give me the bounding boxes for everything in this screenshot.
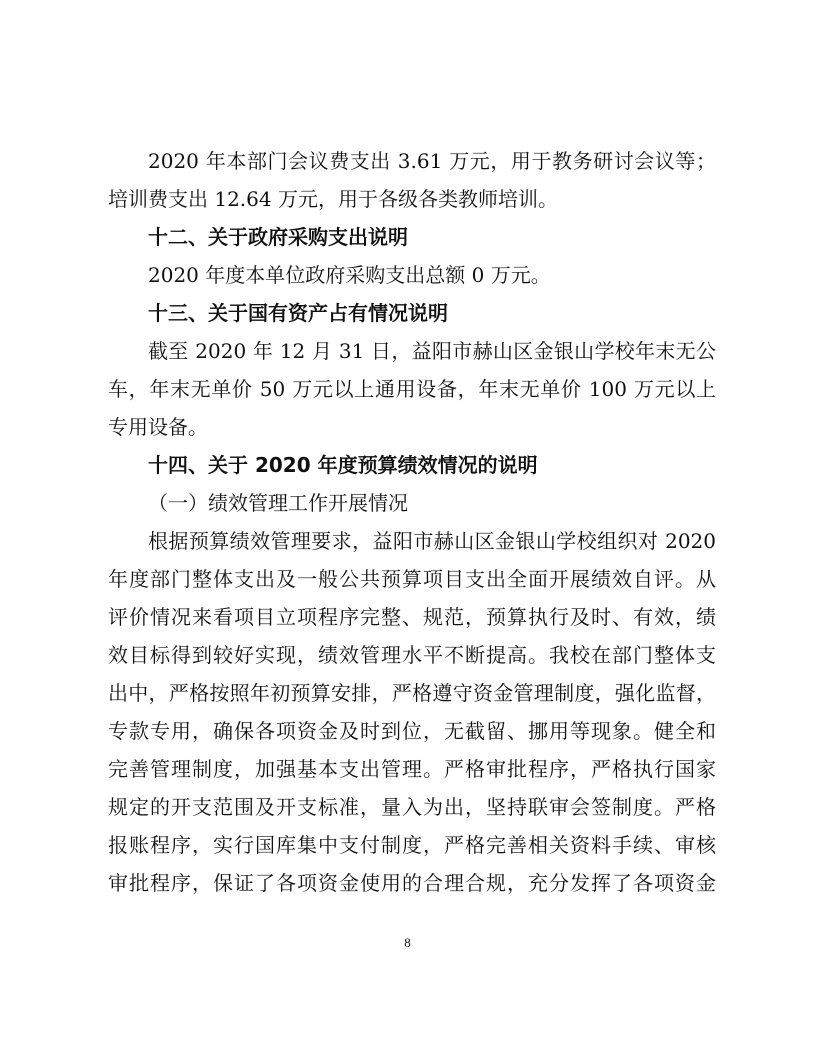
paragraph-line: 评价情况来看项目立项程序完整、规范，预算执行及时、有效，绩 [108, 605, 716, 629]
paragraph-line: 2020 年度本单位政府采购支出总额 0 万元。 [148, 263, 551, 287]
paragraph-line: 2020 年本部门会议费支出 3.61 万元，用于教务研讨会议等； [148, 149, 716, 173]
paragraph-line: 报账程序，实行国库集中支付制度，严格完善相关资料手续、审核 [108, 833, 716, 857]
paragraph-line: 培训费支出 12.64 万元，用于各级各类教师培训。 [108, 187, 558, 211]
page-number: 8 [404, 935, 411, 950]
subsection-heading: （一）绩效管理工作开展情况 [148, 491, 408, 515]
paragraph-line: 专款专用，确保各项资金及时到位，无截留、挪用等现象。健全和 [108, 719, 716, 743]
paragraph-line: 效目标得到较好实现，绩效管理水平不断提高。我校在部门整体支 [108, 643, 716, 667]
paragraph-line: 规定的开支范围及开支标准，量入为出，坚持联审会签制度。严格 [108, 795, 716, 819]
paragraph-line: 年度部门整体支出及一般公共预算项目支出全面开展绩效自评。从 [108, 567, 716, 591]
paragraph-line: 完善管理制度，加强基本支出管理。严格审批程序，严格执行国家 [108, 757, 716, 781]
document-body [108, 142, 716, 902]
paragraph-line: 出中，严格按照年初预算安排，严格遵守资金管理制度，强化监督， [108, 681, 716, 705]
section-heading-assets: 十三、关于国有资产占有情况说明 [148, 301, 448, 325]
paragraph-line: 车，年末无单价 50 万元以上通用设备，年末无单价 100 万元以上 [108, 377, 716, 401]
paragraph-line: 专用设备。 [108, 415, 208, 439]
paragraph-line: 审批程序，保证了各项资金使用的合理合规，充分发挥了各项资金 [108, 871, 716, 895]
paragraph-line: 根据预算绩效管理要求，益阳市赫山区金银山学校组织对 2020 [148, 529, 716, 553]
section-heading-performance: 十四、关于 2020 年度预算绩效情况的说明 [148, 453, 538, 477]
section-heading-procurement: 十二、关于政府采购支出说明 [148, 225, 408, 249]
paragraph-line: 截至 2020 年 12 月 31 日，益阳市赫山区金银山学校年末无公 [148, 339, 716, 363]
